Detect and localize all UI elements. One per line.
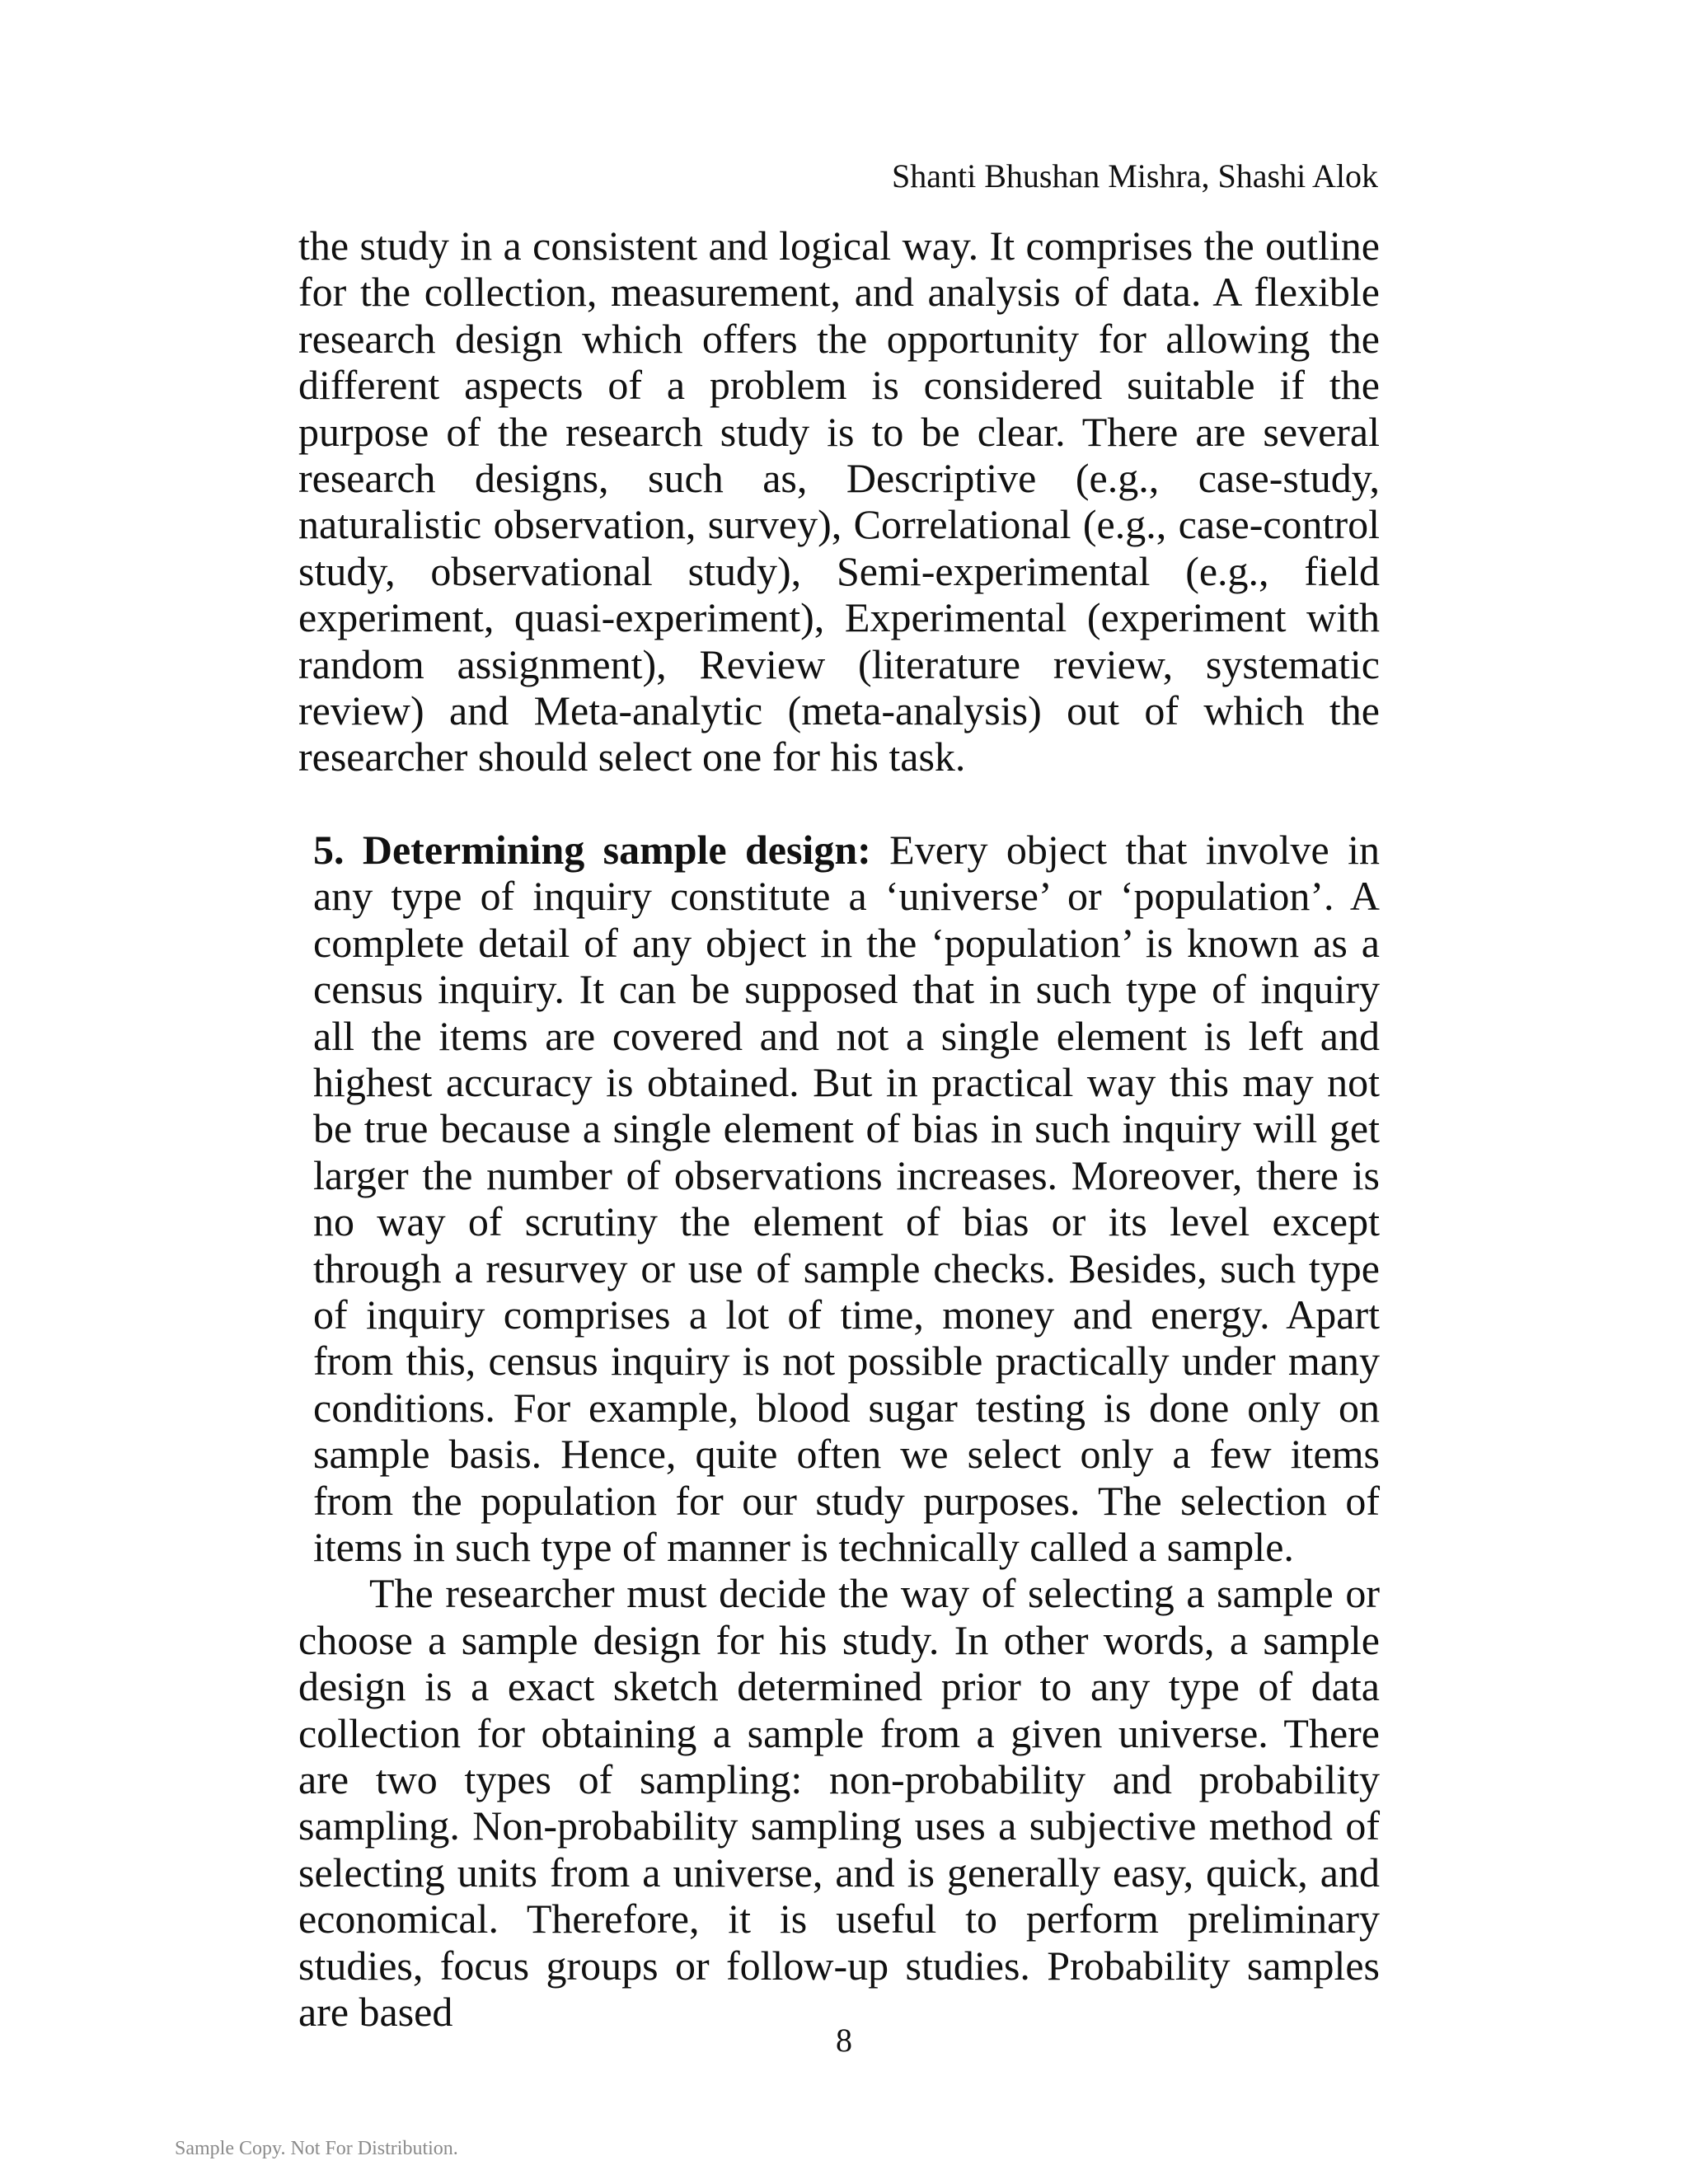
section-heading: 5. Determining sample design:: [313, 826, 871, 873]
paragraph-research-design: the study in a consistent and logical way. It comprises the outline for the collection, measurement, and analysis of data. A flexible research design which offers the opportunity for allowing the different aspects of a problem is considered suitable if the purpose of the research study is to be clear. There are several research designs, such as, Descriptive (e.g., case-study, naturalistic observation, survey), Correlational (e.g., case-control study, observational study), Semi-experimental (e.g., field experiment, quasi-experiment), Experimental (experiment with random assignment), Review (literature review, systematic review) and Meta-analytic (meta-analysis) out of which the researcher should select one for his task.: [298, 223, 1380, 780]
paragraph-sample-design: [298, 827, 1380, 1571]
body-text: [298, 223, 1380, 2035]
page-number: 8: [836, 2022, 852, 2059]
running-header-authors: Shanti Bhushan Mishra, Shashi Alok: [891, 157, 1378, 194]
distribution-watermark: Sample Copy. Not For Distribution.: [175, 2138, 458, 2159]
paragraph-sample-design-text: Every object that involve in any type of inquiry constitute a ‘universe’ or ‘population’. A complete detail of any object in the ‘population’ is known as a census inquiry. It can be supposed that in such type of inquiry all the items are covered and not a single element is left and highest accuracy is obtained. But in practical way this may not be true because a single element of bias in such inquiry will get larger the number of observations increases. Moreover, there is no way of scrutiny the element of bias or its level except through a resurvey or use of sample checks. Besides, such type of inquiry comprises a lot of time, money and energy. Apart from this, census inquiry is not possible practically under many conditions. For example, blood sugar testing is done only on sample basis. Hence, quite often we select only a few items from the population for our study purposes. The selection of items in such type of manner is technically called a sample.: [313, 826, 1380, 1570]
paragraph-sampling-types: The researcher must decide the way of selecting a sample or choose a sample design for his study. In other words, a sample design is a exact sketch determined prior to any type of data collection for obtaining a sample from a given universe. There are two types of sampling: non-probability and probability sampling. Non-probability sampling uses a subjective method of selecting units from a universe, and is generally easy, quick, and economical. Therefore, it is useful to perform preliminary studies, focus groups or follow-up studies. Probability samples are based: [298, 1570, 1380, 2036]
